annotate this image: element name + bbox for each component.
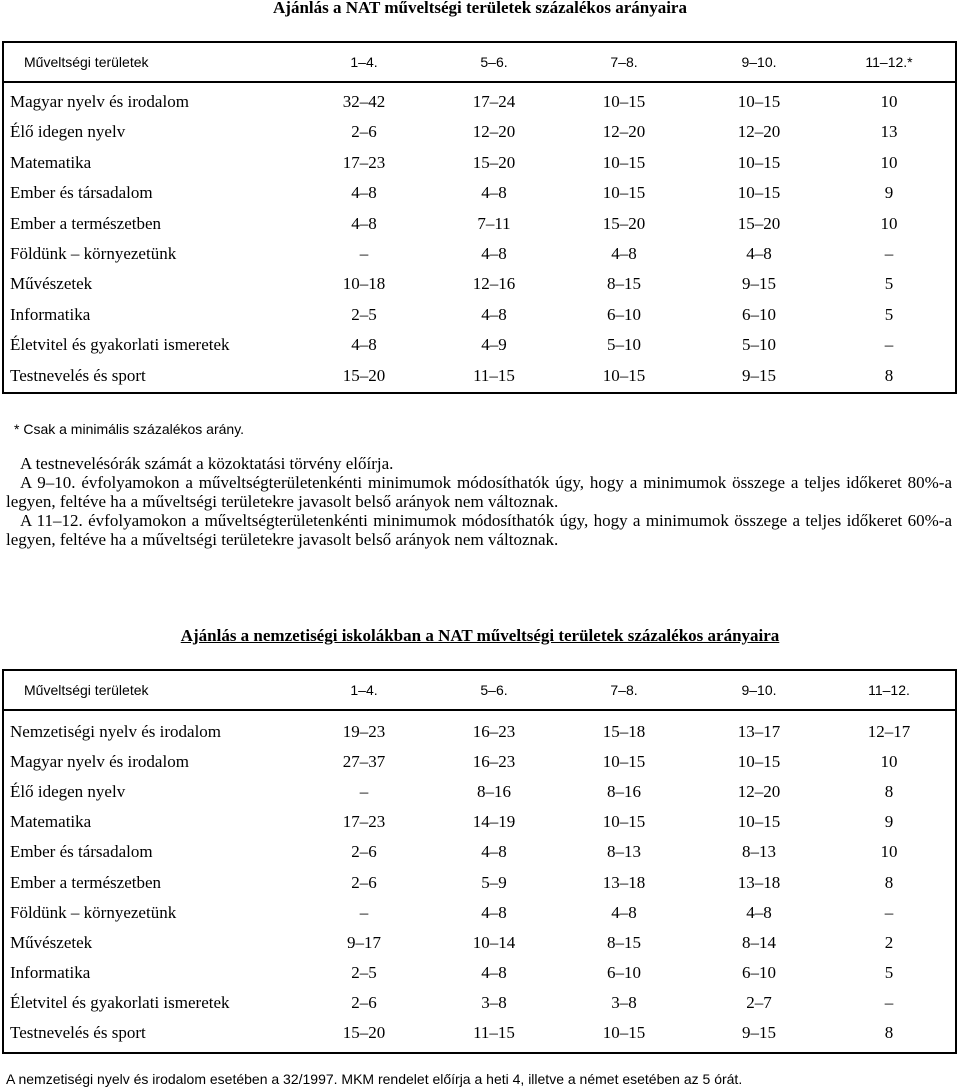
table-cell: –: [884, 992, 894, 1012]
table-nat-percentages: [2, 41, 957, 394]
row-label: Magyar nyelv és irodalom: [10, 92, 189, 111]
footnote-minimum: * Csak a minimális százalékos arány.: [14, 421, 245, 437]
column-header-grade-1-4: 1–4.: [350, 682, 378, 698]
table-row: [4, 807, 955, 837]
table-cell: 5–9: [481, 872, 507, 892]
table-cell: 2–7: [746, 992, 772, 1012]
table-cell: –: [359, 782, 369, 802]
column-header-area: Műveltségi területek: [24, 682, 149, 698]
table-row: [4, 148, 955, 178]
table-cell: 4–8: [481, 962, 507, 982]
row-label: Matematika: [10, 812, 92, 832]
table-cell: 4–8: [351, 213, 377, 233]
table-cell: 16–23: [472, 752, 516, 772]
table-cell: 4–8: [746, 902, 772, 922]
table-cell: 3–8: [611, 992, 637, 1012]
table-row: [4, 1018, 955, 1048]
table-cell: 15–20: [342, 1023, 386, 1042]
column-header-area: Műveltségi területek: [24, 54, 149, 70]
table-cell: 17–24: [472, 92, 516, 111]
table-cell: 5: [884, 274, 894, 294]
table-cell: 6–10: [607, 304, 641, 324]
table-header: [4, 671, 955, 711]
table-cell: 10–15: [737, 183, 781, 203]
table-cell: 10–15: [602, 152, 646, 172]
table-cell: 10–15: [737, 152, 781, 172]
row-label: Földünk – környezetünk: [10, 244, 177, 263]
column-header-grade-11-12: 11–12.: [868, 682, 910, 698]
table-cell: 10–15: [602, 183, 646, 203]
column-header-grade-7-8: 7–8.: [610, 54, 638, 70]
note-paragraph: A 9–10. évfolyamokon a műveltségterületenkénti minimumok módosíthatók úgy, hogy a minimumok összege a teljes időkeret 80%-a legyen, feltéve ha a műveltségi területekre javasolt belső arányok nem változnak.: [6, 473, 952, 511]
row-label: Ember a természetben: [10, 213, 162, 233]
row-label: Informatika: [10, 962, 91, 982]
column-header-grade-9-10: 9–10.: [741, 54, 777, 70]
table-cell: 12–20: [602, 122, 646, 142]
table-cell: 12–16: [472, 274, 516, 294]
table-cell: 5: [884, 304, 894, 324]
table-cell: 5: [884, 962, 894, 982]
table-row: [4, 868, 955, 898]
table-cell: 2–6: [351, 122, 377, 142]
row-label: Földünk – környezetünk: [10, 902, 177, 922]
table-cell: 8–15: [607, 274, 641, 294]
table-row: [4, 898, 955, 928]
table-cell: 4–8: [611, 902, 637, 922]
table-row: [4, 269, 955, 299]
table-cell: 12–20: [737, 782, 781, 802]
table-cell: 4–8: [351, 335, 377, 355]
table-cell: 2–5: [351, 962, 377, 982]
table-cell: 14–19: [472, 812, 516, 832]
table-row: [4, 928, 955, 958]
table-cell: –: [884, 244, 894, 263]
column-header-grade-11-12: 11–12.*: [865, 54, 913, 70]
table-row: [4, 988, 955, 1018]
table-cell: 8: [884, 782, 894, 802]
table-cell: 6–10: [742, 962, 776, 982]
row-label: Magyar nyelv és irodalom: [10, 752, 189, 772]
table-cell: 8–15: [607, 932, 641, 952]
table-cell: 12–20: [472, 122, 516, 142]
table-cell: 10: [880, 752, 898, 772]
row-label: Testnevelés és sport: [10, 1023, 146, 1042]
table-cell: 10: [880, 92, 898, 111]
table-cell: 2–5: [351, 304, 377, 324]
row-label: Élő idegen nyelv: [10, 782, 126, 802]
table-cell: 10–14: [472, 932, 516, 952]
table-cell: 8–13: [607, 842, 641, 862]
footnote-nationality-language: A nemzetiségi nyelv és irodalom esetében a 32/1997. MKM rendelet előírja a heti 4, illetve a német esetében az 5 órát.: [6, 1071, 743, 1087]
row-label: Informatika: [10, 304, 91, 324]
section-title: Ajánlás a nemzetiségi iskolákban a NAT műveltségi területek százalékos arányaira: [180, 626, 780, 645]
table-row: [4, 209, 955, 239]
table-cell: 15–20: [472, 152, 516, 172]
row-label: Művészetek: [10, 932, 93, 952]
table-cell: 12–17: [867, 722, 911, 741]
table-cell: 5–10: [607, 335, 641, 355]
table-row: [4, 777, 955, 807]
table-cell: 12–20: [737, 122, 781, 142]
table-cell: –: [884, 902, 894, 922]
table-cell: 6–10: [742, 304, 776, 324]
table-cell: 9: [884, 812, 894, 832]
table-row: [4, 717, 955, 747]
table-cell: 13–18: [737, 872, 781, 892]
table-cell: 13–17: [737, 722, 781, 741]
table-cell: 4–8: [481, 842, 507, 862]
table-cell: 8: [884, 365, 894, 385]
table-cell: 10–18: [342, 274, 386, 294]
table-cell: 15–20: [602, 213, 646, 233]
table-cell: 4–8: [481, 304, 507, 324]
column-header-grade-5-6: 5–6.: [480, 682, 508, 698]
table-row: [4, 330, 955, 360]
row-label: Művészetek: [10, 274, 93, 294]
table-row: [4, 361, 955, 391]
table-cell: 8–14: [742, 932, 776, 952]
table-cell: 15–20: [737, 213, 781, 233]
table-cell: 9–17: [347, 932, 381, 952]
column-header-grade-5-6: 5–6.: [480, 54, 508, 70]
table-cell: 19–23: [342, 722, 386, 741]
row-label: Életvitel és gyakorlati ismeretek: [10, 992, 230, 1012]
table-cell: 10–15: [602, 92, 646, 111]
table-cell: 8: [884, 1023, 894, 1042]
notes-block: [6, 454, 952, 549]
table-cell: 4–8: [351, 183, 377, 203]
row-label: Matematika: [10, 152, 92, 172]
table-cell: 16–23: [472, 722, 516, 741]
row-label: Ember a természetben: [10, 872, 162, 892]
table-cell: 13: [880, 122, 898, 142]
table-cell: 9–15: [742, 274, 776, 294]
table-row: [4, 837, 955, 867]
note-paragraph: A testnevelésórák számát a közoktatási törvény előírja.: [20, 454, 394, 473]
table-cell: 2–6: [351, 872, 377, 892]
table-row: [4, 87, 955, 117]
table-cell: 10–15: [602, 812, 646, 832]
table-cell: 5–10: [742, 335, 776, 355]
row-label: Testnevelés és sport: [10, 365, 146, 385]
table-row: [4, 300, 955, 330]
column-header-grade-1-4: 1–4.: [350, 54, 378, 70]
table-cell: 9: [884, 183, 894, 203]
table-cell: 4–8: [481, 902, 507, 922]
table-cell: 10–15: [737, 812, 781, 832]
column-header-grade-9-10: 9–10.: [741, 682, 777, 698]
table-cell: –: [359, 902, 369, 922]
table-row: [4, 747, 955, 777]
table-cell: 10: [880, 213, 898, 233]
row-label: Ember és társadalom: [10, 842, 153, 862]
table-cell: 4–8: [481, 244, 507, 263]
table-cell: 4–9: [481, 335, 507, 355]
column-header-grade-7-8: 7–8.: [610, 682, 638, 698]
table-cell: 7–11: [477, 213, 511, 233]
table-cell: 10: [880, 152, 898, 172]
table-cell: 2: [884, 932, 894, 952]
table-cell: 8–16: [477, 782, 511, 802]
table-cell: 27–37: [342, 752, 386, 772]
table-nationality-schools: [2, 669, 957, 1054]
table-cell: 10–15: [602, 1023, 646, 1042]
table-row: [4, 958, 955, 988]
table-header: [4, 43, 955, 83]
table-cell: 11–15: [473, 1023, 515, 1042]
table-cell: 4–8: [746, 244, 772, 263]
table-cell: 10: [880, 842, 898, 862]
table-cell: 8–13: [742, 842, 776, 862]
table-cell: 3–8: [481, 992, 507, 1012]
table-cell: 6–10: [607, 962, 641, 982]
row-label: Nemzetiségi nyelv és irodalom: [10, 722, 222, 741]
row-label: Ember és társadalom: [10, 183, 153, 203]
table-cell: 10–15: [737, 752, 781, 772]
table-cell: 10–15: [602, 365, 646, 385]
table-cell: –: [359, 244, 369, 263]
table-cell: 10–15: [602, 752, 646, 772]
table-cell: 8–16: [607, 782, 641, 802]
row-label: Élő idegen nyelv: [10, 122, 126, 142]
page-title: Ajánlás a NAT műveltségi területek százalékos arányaira: [273, 0, 687, 17]
table-cell: –: [884, 335, 894, 355]
table-cell: 17–23: [342, 812, 386, 832]
table-cell: 4–8: [611, 244, 637, 263]
table-cell: 11–15: [473, 365, 515, 385]
table-cell: 32–42: [342, 92, 386, 111]
table-cell: 9–15: [742, 1023, 776, 1042]
table-cell: 15–18: [602, 722, 646, 741]
table-cell: 17–23: [342, 152, 386, 172]
table-cell: 2–6: [351, 992, 377, 1012]
table-cell: 9–15: [742, 365, 776, 385]
table-cell: 2–6: [351, 842, 377, 862]
table-row: [4, 117, 955, 147]
table-row: [4, 239, 955, 269]
table-cell: 13–18: [602, 872, 646, 892]
note-paragraph: A 11–12. évfolyamokon a műveltségterületenkénti minimumok módosíthatók úgy, hogy a minimumok összege a teljes időkeret 60%-a legyen, feltéve ha a műveltségi területekre javasolt belső arányok nem változnak.: [6, 511, 952, 549]
table-cell: 8: [884, 872, 894, 892]
table-cell: 4–8: [481, 183, 507, 203]
row-label: Életvitel és gyakorlati ismeretek: [10, 335, 230, 355]
table-row: [4, 178, 955, 208]
table-cell: 10–15: [737, 92, 781, 111]
table-cell: 15–20: [342, 365, 386, 385]
